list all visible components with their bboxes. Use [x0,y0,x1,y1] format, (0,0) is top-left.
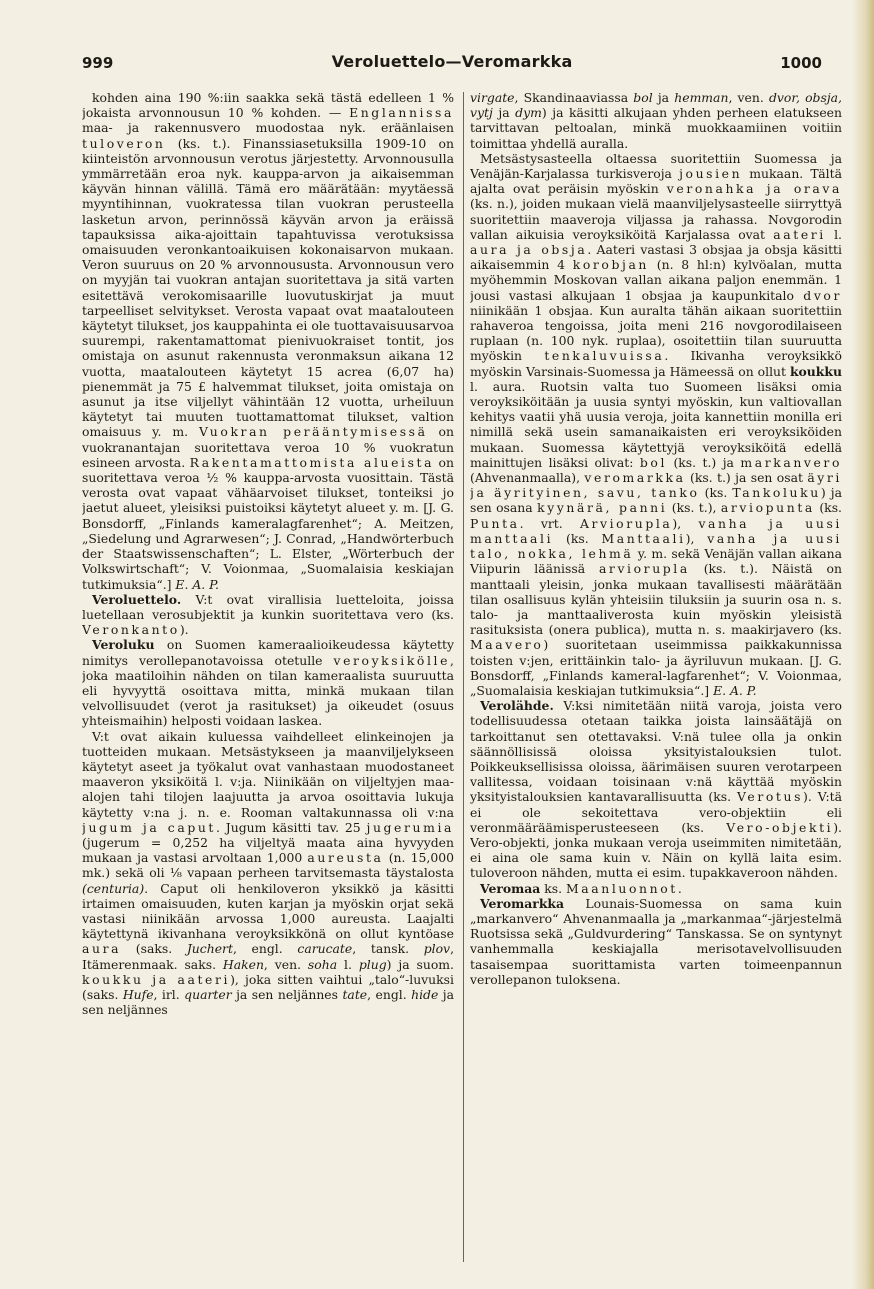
text-run: l. [337,956,359,972]
text-run: kohden aina 190 %:iin saakka sekä tästä edelleen 1 % jokaista arvonnousun 10 % kohden. — [82,90,454,121]
spaced-text: arviopunta [720,500,815,516]
italic-text: tate [342,986,368,1002]
text-run: ) ja suom. [386,956,454,972]
running-header [82,50,822,80]
text-run: . Jugum käsitti tav. 25 [216,819,367,835]
italic-text: dvor, obsja, vytj [470,90,842,121]
italic-text: (centuria) [82,880,145,896]
text-run: ). V:tä ei ole sekoitettava vero-objektiin eli veronmääräämisperusteeseen (ks. [470,789,842,835]
italic-text: bol [633,90,653,105]
text-run: ks. [540,880,567,896]
spaced-text: aureusta [307,850,384,866]
text-run: niinikään 1 obsjaa. Kun auralta tähän aikaan suoritettiin rahaveroa tengoissa, joita meni 216 novgorodilaiseen ruplaan (n. 100 nyk. ruplaa), osoitettiin tilan suuruutta myöskin [470,302,842,364]
spaced-text: Vero-objekti [726,819,834,835]
text-run: y. m. sekä Venäjän vallan aikana Viipurin läänissä [470,546,842,577]
text-run: (ks. t.) ja sen osat [685,470,808,486]
spaced-text: Maavero [470,637,544,653]
spaced-text: Englannissa [349,105,454,121]
spaced-text: Maanluonnot [566,880,678,896]
text-run: maa- ja rakennusvero muodostaa nyk. eräänlaisen [82,120,454,136]
spaced-text: markanvero [740,454,842,470]
text-run: ). [179,622,189,638]
headword: Verolähde. [480,698,554,714]
right-column [470,90,842,1270]
text-run: ), [685,530,708,546]
spaced-text: korobjan [572,257,650,273]
spaced-text: aura [82,941,122,957]
text-run: ). Vero-objekti, jonka mukaan veroja useimmiten nimitetään, ei aina ole sama kuin v. Näin on kyllä laita esim. tuloveroon nähden, mutta ei esim. tupakkaveroon nähden. [470,819,842,881]
text-run: (ks. [814,500,842,516]
spaced-text: vanha ja uusi talo, nokka, lehmä [470,530,842,562]
spaced-text: dvor [803,287,842,303]
page-number-right: 1000 [780,54,822,72]
text-run: ) ja käsitti alkujaan yhden perheen elatukseen tarvittavan peltoalan, minkä muokkaamiinen voitiin toimittaa yhdellä auralla. [470,105,842,151]
running-title: Veroluettelo—Veromarkka [331,52,573,71]
text-run: (ks. t.). Finanssiasetuksilla 1909-10 on kiinteistön arvonnousun verotus järjestetty. Arvonnousulla ymmärretään eroa nyk. kauppa-arvon ja aikaisemman käyvän hinnan välillä. Tämä ero määrätään: myytäessä myyntihinnan, vuokratessa tilan vuokran perusteella lasketun arvon, perinnössä käyvän arvon ja eräissä tapauksissa aika-ajoittain tapahtuvissa verotuksissa omaisuuden veronkantoaikuisen kokonaisarvon mukaan. Veron suuruus on 20 % arvonnoususta. Arvonnousun vero on myyjän tai vuokran antajan suoritettava ja sitä varten esitettävä verokomisaarille luovutuskirjat ja muut tarpeelliset selvitykset. Verosta vapaat ovat maatalouteen käytetyt tilukset, jos kauppahinta ei ole tuottavaisuusarvoa suurempi, rakentamattomat pienivuokraiset tontit, jos omistaja on asunut rakennusta veronmaksun aikana 12 vuotta, maatalouteen käytetyt 15 acrea (6,07 ha) pienemmät ja 75 £ halvemmat tilukset, joita omistaja on asunut ja itse viljellyt vähintään 12 vuotta, urheiluun käytetyt tai muuten tuottamattomat tilukset, valtion omaisuus y. m. [82,135,454,440]
spaced-text: vanha ja uusi manttaali [470,515,842,546]
text-run: mukaan. Tältä ajalta ovat peräisin myöskin [470,166,842,197]
text-run: V:ksi nimitetään niitä varoja, joista vero todellisuudessa otetaan taikka joista lainsäätäjä on tarkoittanut sen otettavaksi. V:nä tulee olla ja onkin säännöllisissä oloissa yksityistalouksien tulot. Poikkeuksellisissa oloissa, äärimäisen suuren verotarpeen vallitessa, voidaan toisinaan v:nä käyttää myöskin yksityistalouksien kantavarallisuutta (ks. [470,698,842,805]
spaced-text: arvioruplа [598,561,690,577]
spaced-text: kyynärä, panni [537,500,668,516]
text-run: ja [652,90,675,105]
spaced-text: Manttaali [601,530,686,546]
spaced-text: aura ja obsja [470,242,588,258]
spaced-text: veronahka ja orava [666,181,842,197]
spaced-text: aateri [773,226,826,242]
italic-text: plug [358,956,387,972]
text-run: on suoritettava veroa ½ % kauppa-arvosta vuosittain. Tästä verosta ovat vapaat vähäarvoiset tilukset, tonteiksi jo jaetut alueet, yleisiksi puistoiksi käytetyt alueet y. m. [J. G. Bonsdorff, „Finlands kameralagfarenhet“; A. Meitzen, „Siedelung und Agrarwesen“; J. Conrad, „Handwörterbuch der Staatswissenschaften“; L. Elster, „Wörterbuch der Volkswirtschaft“; V. Voionmaa, „Suomalaisia keskiajan tutkimuksia“.] [82,454,454,592]
text-run: ja sen neljännes [82,986,454,1018]
text-run: Metsästysasteella oltaessa suoritettiin Suomessa ja Venäjän-Karjalassa turkisveroja [470,150,842,182]
spaced-text: Tankoluku [732,485,821,501]
page-edge [852,0,874,1289]
text-run: Lounais-Suomessa on sama kuin „markanvero“ Ahvenanmaalla ja „markanmaa“-järjestelmä Ruotsissa sekä „Guldvurdering“ Tanskassa. Se on syntynyt vanhemmalla keskiajalla merisotavelvollisuuden tasaisempaa suorittamista varten toimeenpannun verollepanon tuloksena. [470,895,842,987]
italic-text: quarter [184,986,232,1002]
spaced-text: äyri ja äyrityinen, savu, tanko [470,470,842,501]
column-divider [463,92,464,1262]
text-run: (ks. t.) ja [667,454,741,470]
paragraph [470,698,842,880]
text-run: (saks. [121,941,187,957]
text-run: , ven. [728,90,769,105]
text-run: , engl. [232,941,298,957]
text-run: (ks. [553,530,602,546]
text-run: . Caput oli henkiloveron yksikkö ja käsitti irtaimen omaisuuden, kuten karjan ja myöskin orjat sekä vastasi niinikään arvossa 1,000 aureusta. Laajalti käytettynä ikivanhana veroyksikkönä on ollut kyntöase [82,880,454,942]
paragraph [470,90,842,151]
paragraph [470,881,842,896]
spaced-text: veromarkka [584,470,686,486]
headword: Veroluettelo. [92,591,182,607]
text-run: V:t ovat virallisia luetteloita, joissa luetellaan verosubjektit ja kunkin suoritettava vero (ks. [82,591,454,622]
italic-text: E. A. P. [713,682,757,698]
spaced-text: bol [639,454,668,470]
text-run: , tansk. [352,941,424,957]
text-run: ja [492,105,516,121]
italic-text: dym [515,105,542,121]
italic-text: Haken [222,956,264,972]
text-run: (ks. t.), [667,500,721,516]
paragraph [82,592,454,638]
text-run: on Suomen kameraalioikeudessa käytetty nimitys verollepanotavoissa otetulle [82,637,454,668]
text-run: ), joka sitten vaihtui „talo“-luvuksi (saks. [82,971,454,1002]
text-run: (ks. n.), joiden mukaan vielä maanviljelysasteelle siirryttyä suoritettiin maaveroja viljassa ja rahassa. Novgorodin vallan aikuisia veroyksiköitä Karjalassa ovat [470,196,842,242]
text-run: ), [672,515,699,531]
text-run: (n. 8 hl:n) kylvöalan, mutta myöhemmin Moskovan vallan aikana paljon enemmän. 1 jousi vastasi alkujaan 1 obsjaa ja kaupunkitalo [470,257,842,303]
headword: koukku [789,363,842,379]
text-run: , ven. [263,956,308,972]
text-run: V:t ovat aikain kuluessa vaihdelleet elinkeinojen ja tuotteiden mukaan. Metsästykseen ja maanviljelykseen käytetyt aseet ja työkalut ovat vanhastaan muodostaneet maaveron yksiköitä l. v:ja. Niinikään on viljeltyjen maa-alojen tahi tilojen laajuutta ja arvoa osoittavia lukuja käytetty v:na j. n. e. Rooman valtakunnassa oli v:na [82,728,454,820]
italic-text: hemman [674,90,729,105]
italic-text: soha [307,956,338,972]
paragraph [470,151,842,698]
text-run: on vuokranantajan suoritettava veroa 10 % vuokratun esineen arvosta. [82,424,454,470]
text-run: , irl. [153,986,185,1002]
spaced-text: tuloveron [82,135,166,151]
spaced-text: jousien [679,166,743,182]
italic-text: virgate [470,90,515,105]
text-run: ) suoritetaan useimmissa paikkakunnissa toisten v:jen, erittäinkin talo- ja äyriluvun mukaan. [J. G. Bonsdorff, „Finlands kameral-lagfarenhet“; V. Voionmaa, „Suomalaisia keskiajan tutkimuksia“.] [470,637,842,698]
spaced-text: Vuokran perääntymisessä [199,424,428,440]
italic-text: E. A. P. [175,576,219,592]
headword: Veromaa [480,880,541,896]
text-run: l. [825,226,842,242]
paragraph [470,896,842,987]
text-run: (n. 15,000 mk.) sekä oli ⅛ vapaan perheen tarvitsemasta täystalosta [82,850,454,881]
text-run: (ks. [699,485,733,501]
paragraph [82,90,454,592]
spaced-text: koukku ja aateri [82,971,231,987]
text-run: . Ikivanha veroyksikkö myöskin Varsinais-Suomessa ja Hämeessä on ollut [470,348,842,379]
text-run: . Aateri vastasi 3 obsjaa ja obsja käsitti aikaisemmin 4 [470,242,842,273]
text-run: . vrt. [519,515,580,531]
text-run: ) ja sen osana [470,485,842,516]
spaced-text: Verotus [736,789,804,805]
text-run: l. aura. Ruotsin valta tuo Suomeen lisäksi omia veroyksiköitään ja uusia syntyi myöskin, kun valtiovallan kehitys vaatii yhä uusia veroja, joita kannettiin monilla eri nimillä sekä usein samanaikaisten eri veroyksiköiden mukaan. Suomessa käytettyjä veroyksiköitä edellä mainittujen lisäksi olivat: [470,378,842,470]
spaced-text: jugum ja caput [82,819,217,835]
headword: Veroluku [92,637,155,653]
paragraph [82,729,454,1018]
italic-text: Juchert [186,941,233,957]
italic-text: Hufe [122,986,154,1002]
spaced-text: Veronkanto [82,622,180,638]
text-run: , Itämerenmaak. saks. [82,941,454,972]
italic-text: hide [411,986,439,1002]
spaced-text: jugerumia [366,819,454,835]
text-run: , Skandinaaviassa [514,90,634,105]
text-run: , joka maatiloihin nähden on tilan kameraalista suuruutta eli hyvyyttä osoittava mitta, minkä mukaan tilan velvollisuudet (verot ja rasitukset) ja oikeudet (osuus yhteismaihin) helposti voidaan laskea. [82,652,454,729]
spaced-text: Rakentamattomista alueista [189,454,435,470]
text-run: (Ahvenanmaalla), [470,470,585,486]
spaced-text: Punta [470,515,520,531]
page-number-left: 999 [82,54,114,72]
italic-text: plov [423,941,451,957]
text-run: (ks. t.). Näistä on manttaali yleisin, jonka mukaan tavallisesti määrätään tilan osallisuus kylän yhteisiin tiluksiin ja suurin osa n. s. talo- ja manttaaliverosta kuin myöskin yleisistä rasituksista (onera publica), mutta n. s. maakirjavero (ks. [470,561,842,638]
text-run: , engl. [367,986,412,1002]
left-column [82,90,454,1270]
text-run: . [677,880,682,896]
headword: Veromarkka [480,895,565,911]
paragraph [82,637,454,728]
spaced-text: tenkaluvuissa [544,348,665,364]
spaced-text: veroyksikölle [333,652,451,668]
italic-text: carucate [297,941,353,957]
text-run: ja sen neljännes [231,986,343,1002]
text-run: (jugerum = 0,252 ha viljeltyä maata aina hyvyyden mukaan ja vastasi arvoltaan 1,000 [82,834,454,866]
spaced-text: Arvioruplа [579,515,673,531]
